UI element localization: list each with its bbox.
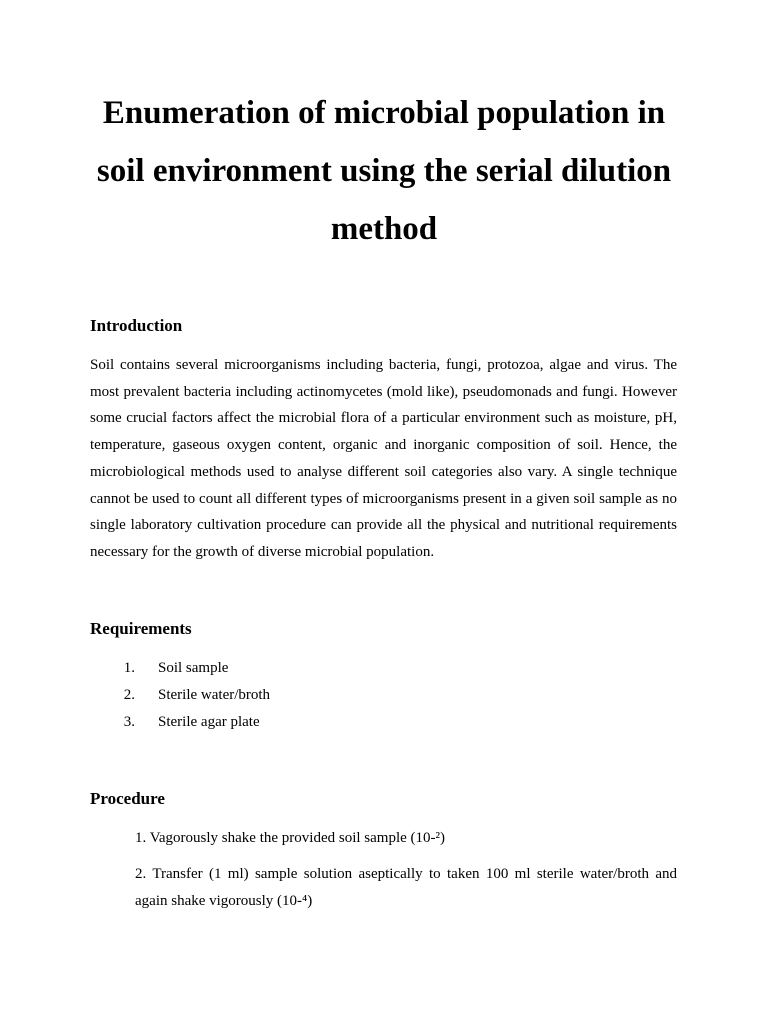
- list-item-number: 2.: [123, 687, 135, 703]
- list-item-text: Sterile water/broth: [158, 687, 271, 703]
- document-title: Enumeration of microbial population in soil environment using the serial dilution method: [96, 95, 672, 247]
- requirements-list-item: [90, 682, 270, 709]
- procedure-step: 2. Transfer (1 ml) sample solution aseptically to taken 100 ml sterile water/broth and again shake vigorously (10-⁴): [135, 866, 677, 909]
- requirements-list: [90, 655, 270, 736]
- procedure-step: 1. Vagorously shake the provided soil sample (10-²): [135, 830, 445, 846]
- introduction-paragraph: Soil contains several microorganisms including bacteria, fungi, protozoa, algae and virus. The most prevalent bacteria including actinomycetes (mold like), pseudomonads and fungi. However some crucial factors affect the microbial flora of a particular environment such as moisture, pH, temperature, gaseous oxygen content, organic and inorganic composition of soil. Hence, the microbiological methods used to analyse different soil categories also vary. A single technique cannot be used to count all different types of microorganisms present in a given soil sample as no single laboratory cultivation procedure can provide all the physical and nutritional requirements necessary for the growth of diverse microbial population.: [90, 357, 677, 560]
- list-item-text: Sterile agar plate: [158, 714, 260, 730]
- introduction-heading: Introduction: [90, 316, 183, 335]
- list-item-number: 1.: [123, 660, 135, 676]
- requirements-list-item: [90, 709, 270, 736]
- requirements-heading: Requirements: [90, 619, 192, 638]
- requirements-list-item: [90, 655, 270, 682]
- list-item-number: 3.: [123, 714, 135, 730]
- list-item-text: Soil sample: [158, 660, 229, 676]
- procedure-heading: Procedure: [90, 789, 165, 808]
